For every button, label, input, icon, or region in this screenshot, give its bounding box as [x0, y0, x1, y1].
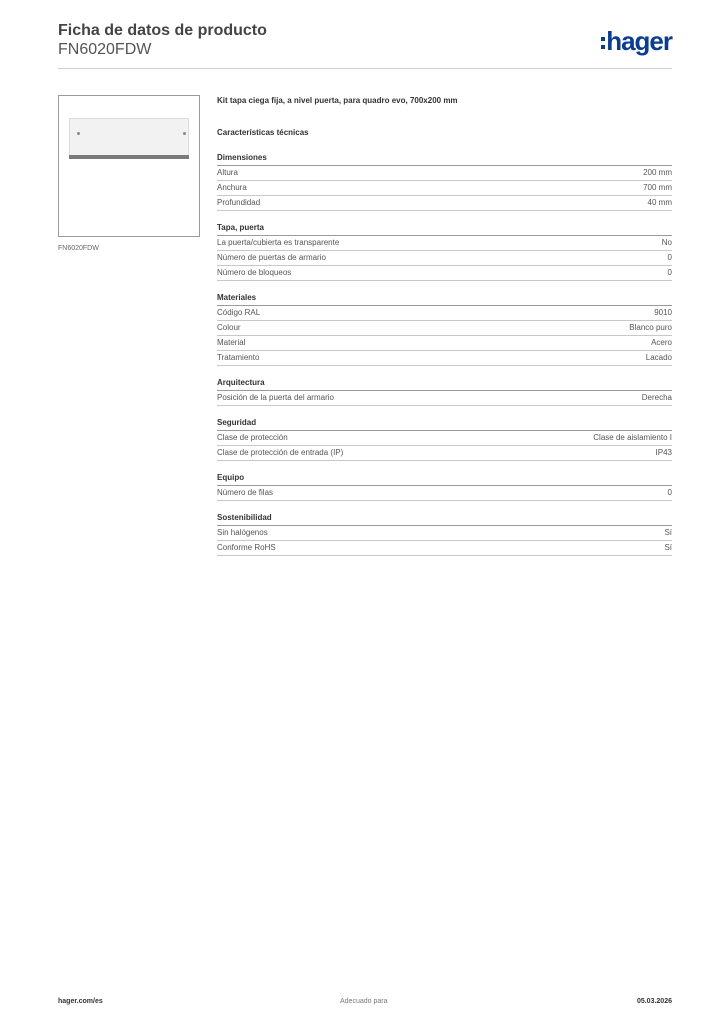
spec-group-title: Seguridad [217, 416, 672, 431]
spec-group-title: Dimensiones [217, 151, 672, 166]
spec-group-title: Tapa, puerta [217, 221, 672, 236]
spec-group [217, 416, 672, 461]
spec-group [217, 151, 672, 211]
blank-cover-panel-illustration [69, 118, 189, 156]
spec-row [217, 181, 672, 196]
product-code-title: FN6020FDW [58, 41, 152, 58]
spec-group [217, 221, 672, 281]
spec-groups [217, 151, 672, 556]
spec-group-title: Arquitectura [217, 376, 672, 391]
spec-value: IP43 [655, 448, 672, 457]
spec-value: 0 [667, 488, 672, 497]
spec-row [217, 166, 672, 181]
logo-dots-icon [601, 37, 605, 49]
spec-row [217, 251, 672, 266]
spec-row [217, 526, 672, 541]
spec-row [217, 351, 672, 366]
spec-value: 700 mm [643, 183, 672, 192]
spec-group [217, 471, 672, 501]
spec-value: No [661, 238, 672, 247]
panel-bottom-edge [69, 155, 189, 159]
spec-label: Altura [217, 168, 238, 177]
spec-row [217, 321, 672, 336]
spec-value: Sí [664, 543, 672, 552]
spec-row [217, 391, 672, 406]
spec-row [217, 196, 672, 211]
spec-value: 200 mm [643, 168, 672, 177]
spec-label: Material [217, 338, 246, 347]
spec-group [217, 376, 672, 406]
product-image [58, 95, 200, 237]
spec-value: 9010 [654, 308, 672, 317]
spec-label: Clase de protección de entrada (IP) [217, 448, 344, 457]
screw-icon [77, 132, 80, 135]
footer-suitable-for: Adecuado para [340, 998, 388, 1005]
hager-logo[interactable] [601, 27, 672, 55]
image-caption: FN6020FDW [58, 245, 99, 252]
logo-text: hager [606, 26, 672, 56]
page-header [58, 20, 672, 69]
tech-specs-heading: Características técnicas [217, 128, 309, 137]
spec-label: Conforme RoHS [217, 543, 276, 552]
footer-date: 05.03.2026 [636, 998, 672, 1005]
spec-group-title: Equipo [217, 471, 672, 486]
spec-label: Profundidad [217, 198, 261, 207]
spec-group [217, 511, 672, 556]
spec-label: Anchura [217, 183, 247, 192]
spec-label: Posición de la puerta del armario [217, 393, 334, 402]
spec-row [217, 486, 672, 501]
spec-label: Número de bloqueos [217, 268, 292, 277]
spec-value: Clase de aislamiento I [593, 433, 672, 442]
footer-website-link[interactable]: hager.com/es [58, 998, 103, 1005]
spec-row [217, 236, 672, 251]
spec-group [217, 291, 672, 366]
spec-group-title: Sostenibilidad [217, 511, 672, 526]
spec-row [217, 431, 672, 446]
spec-value: Derecha [641, 393, 672, 402]
spec-row [217, 336, 672, 351]
spec-label: Código RAL [217, 308, 261, 317]
spec-label: Número de filas [217, 488, 274, 497]
spec-value: 0 [667, 253, 672, 262]
spec-label: Sin halógenos [217, 528, 268, 537]
spec-label: Clase de protección [217, 433, 288, 442]
screw-icon [183, 132, 186, 135]
spec-value: Acero [651, 338, 672, 347]
spec-value: 40 mm [647, 198, 672, 207]
spec-label: Número de puertas de armario [217, 253, 326, 262]
spec-group-title: Materiales [217, 291, 672, 306]
spec-value: Blanco puro [629, 323, 672, 332]
spec-row [217, 266, 672, 281]
spec-value: Sí [664, 528, 672, 537]
product-description: Kit tapa ciega fija, a nivel puerta, para quadro evo, 700x200 mm [217, 96, 458, 105]
spec-value: Lacado [645, 353, 672, 362]
spec-label: Tratamiento [217, 353, 260, 362]
spec-row [217, 306, 672, 321]
spec-content [217, 96, 672, 556]
page-title: Ficha de datos de producto [58, 22, 267, 39]
spec-label: Colour [217, 323, 241, 332]
spec-label: La puerta/cubierta es transparente [217, 238, 340, 247]
spec-value: 0 [667, 268, 672, 277]
spec-row [217, 446, 672, 461]
spec-row [217, 541, 672, 556]
